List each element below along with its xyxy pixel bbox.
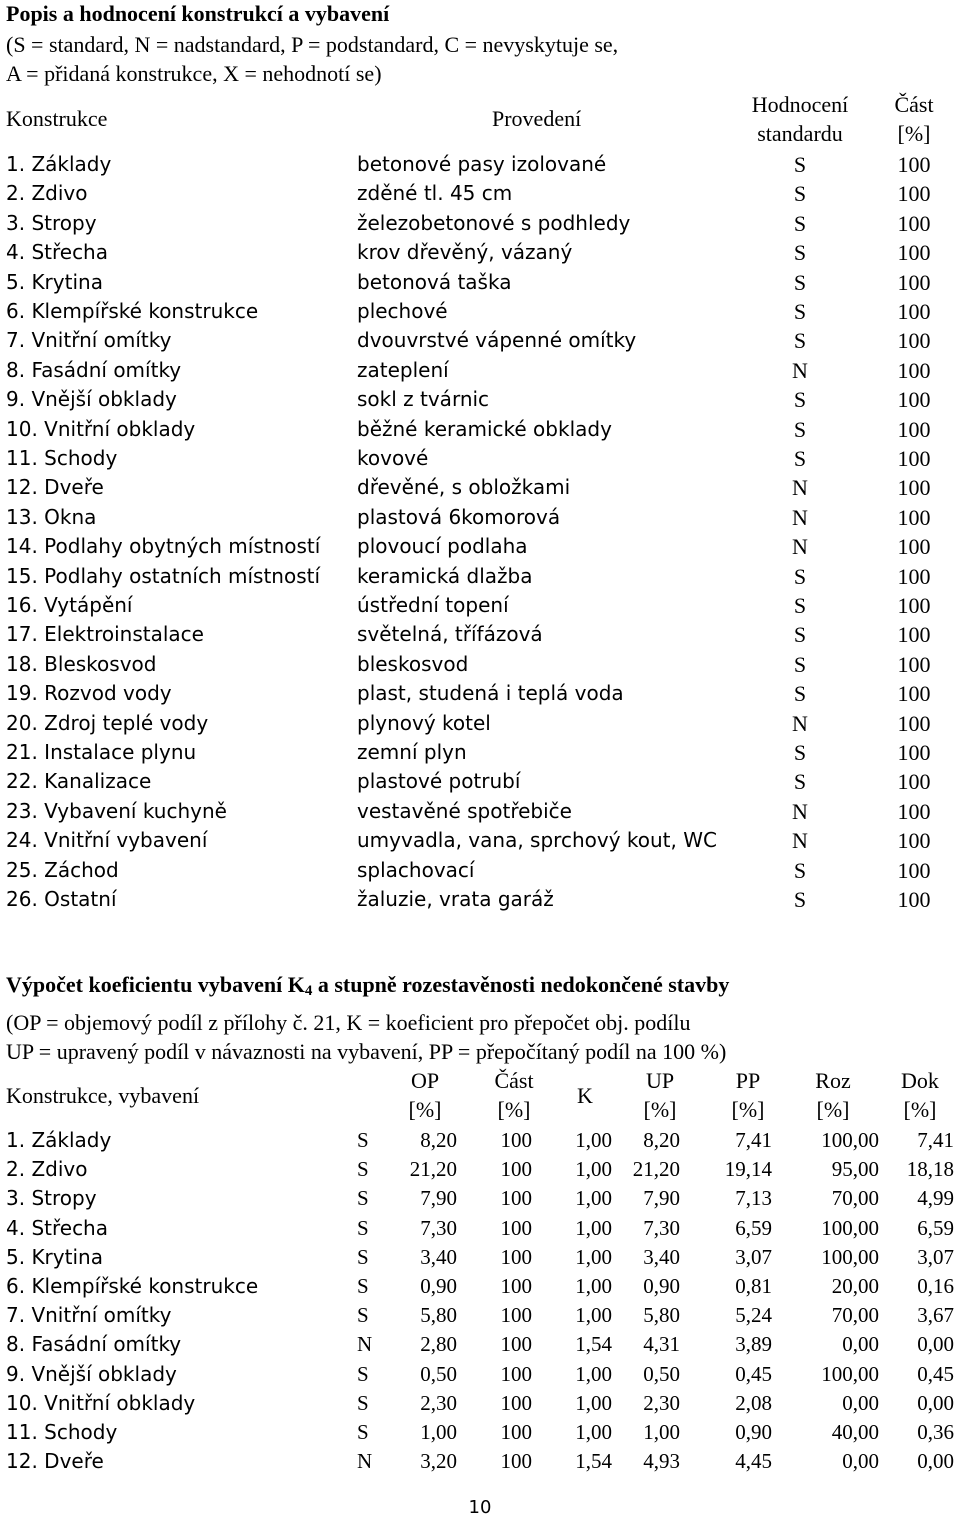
row-up: 7,90 [643, 1186, 680, 1211]
row-provedeni: dřevěné, s obložkami [357, 475, 571, 500]
row-roz: 100,00 [821, 1215, 879, 1240]
t2-header-op-2: [%] [408, 1097, 442, 1122]
row-k: 1,54 [575, 1332, 612, 1357]
row-roz: 40,00 [831, 1420, 879, 1444]
row-dok: 6,59 [917, 1215, 954, 1240]
row-dok: 3,67 [917, 1303, 954, 1328]
row-dok: 0,45 [917, 1361, 954, 1386]
table-row [0, 179, 960, 208]
row-k: 1,00 [575, 1128, 612, 1152]
row-op: 3,40 [420, 1244, 457, 1269]
row-provedeni: plechové [357, 299, 448, 323]
row-k: 1,00 [575, 1361, 612, 1386]
row-konstrukce: 12. Dveře [6, 475, 104, 500]
row-cast: 100 [500, 1215, 532, 1240]
table-row [0, 415, 960, 444]
table-row [0, 356, 960, 385]
row-konstrukce: 15. Podlahy ostatních místností [6, 563, 321, 588]
row-provedeni: zděné tl. 45 cm [357, 181, 513, 206]
row-cast: 100 [897, 387, 931, 413]
row-up: 4,93 [643, 1449, 680, 1474]
row-provedeni: ústřední topení [357, 593, 509, 617]
row-pp: 4,45 [735, 1449, 772, 1474]
t1-header-provedeni: Provedení [492, 106, 582, 131]
page-number: 10 [468, 1497, 492, 1518]
section1-legend-line1: (S = standard, N = nadstandard, P = podstandard, C = nevyskytuje se, [6, 32, 619, 57]
section1-legend-line2: A = přidaná konstrukce, X = nehodnotí se) [6, 61, 382, 86]
table-row [0, 1184, 960, 1213]
row-roz: 0,00 [842, 1449, 879, 1474]
row-up: 1,00 [643, 1420, 680, 1444]
row-op: 1,00 [420, 1420, 457, 1444]
row-dok: 0,16 [917, 1274, 954, 1298]
row-konstrukce: 2. Zdivo [6, 181, 88, 206]
row-konstrukce: 14. Podlahy obytných místností [6, 534, 321, 559]
row-hodnoceni: S [793, 887, 807, 912]
row-cast: 100 [897, 563, 931, 589]
row-cast: 100 [500, 1244, 532, 1269]
table-row [0, 385, 960, 414]
row-provedeni: kovové [357, 446, 429, 470]
row-dok: 3,07 [917, 1244, 954, 1269]
row-pp: 7,41 [735, 1128, 772, 1152]
row-op: 3,20 [420, 1449, 457, 1474]
table-row [0, 297, 960, 326]
row-roz: 100,00 [821, 1128, 879, 1152]
row-dok: 0,00 [917, 1449, 954, 1474]
row-cast: 100 [897, 181, 931, 207]
row-k: 1,00 [575, 1186, 612, 1211]
row-konstrukce: 1. Základy [6, 1128, 112, 1152]
row-cast: 100 [897, 798, 931, 824]
table-row [0, 1243, 960, 1272]
row-cast: 100 [897, 504, 931, 530]
row-hodnoceni: N [792, 798, 808, 824]
row-konstrukce: 18. Bleskosvod [6, 651, 157, 676]
row-provedeni: plastová 6komorová [357, 504, 561, 529]
row-cast: 100 [500, 1390, 532, 1415]
row-cast: 100 [897, 152, 931, 177]
row-cast: 100 [897, 446, 931, 471]
t2-header-up-1: UP [645, 1068, 675, 1093]
row-up: 4,31 [643, 1332, 680, 1357]
t1-header-hodnoceni-1: Hodnocení [751, 92, 849, 117]
row-k: 1,00 [575, 1215, 612, 1240]
row-up: 2,30 [643, 1390, 680, 1415]
table-row [0, 885, 960, 914]
row-konstrukce: 7. Vnitřní omítky [6, 328, 172, 353]
t2-header-pp-2: [%] [731, 1097, 765, 1122]
row-op: 7,90 [420, 1186, 457, 1211]
row-cast: 100 [500, 1332, 532, 1357]
row-konstrukce: 13. Okna [6, 504, 97, 529]
row-konstrukce: 26. Ostatní [6, 887, 117, 911]
row-provedeni: světelná, třífázová [357, 622, 543, 647]
row-up: 21,20 [632, 1157, 680, 1182]
table-row [0, 503, 960, 532]
row-hodnoceni: S [793, 328, 807, 354]
section2-legend-line2: UP = upravený podíl v návaznosti na vybavení, PP = přepočítaný podíl na 100 %) [6, 1039, 727, 1064]
row-cast: 100 [897, 240, 931, 266]
row-provedeni: plovoucí podlaha [357, 534, 528, 559]
t1-header-hodnoceni-2: standardu [757, 121, 843, 146]
row-hodnoceni: S [793, 299, 807, 324]
row-roz: 70,00 [831, 1186, 879, 1211]
t1-header-cast-1: Část [894, 92, 934, 117]
row-provedeni: zemní plyn [357, 740, 467, 764]
row-op: 8,20 [420, 1128, 457, 1152]
row-up: 5,80 [643, 1303, 680, 1328]
row-konstrukce: 16. Vytápění [6, 593, 133, 617]
row-konstrukce: 8. Fasádní omítky [6, 1332, 182, 1357]
row-hodnoceni: S [793, 181, 807, 207]
row-pp: 0,90 [735, 1420, 772, 1444]
row-hodnoceni: S [357, 1157, 369, 1182]
table-row [0, 444, 960, 473]
row-hodnoceni: S [357, 1390, 369, 1415]
t2-header-roz-2: [%] [816, 1097, 850, 1122]
row-provedeni: žaluzie, vrata garáž [357, 887, 554, 911]
row-konstrukce: 8. Fasádní omítky [6, 357, 182, 382]
row-provedeni: vestavěné spotřebiče [357, 798, 572, 823]
row-dok: 7,41 [917, 1128, 954, 1152]
t1-header-cast-2: [%] [897, 121, 931, 146]
row-provedeni: betonové pasy izolované [357, 152, 607, 176]
row-provedeni: plast, studená i teplá voda [357, 681, 624, 706]
row-cast: 100 [897, 710, 931, 736]
row-up: 7,30 [643, 1215, 680, 1240]
row-op: 21,20 [409, 1157, 457, 1182]
row-cast: 100 [500, 1128, 532, 1152]
row-cast: 100 [897, 593, 931, 618]
row-cast: 100 [500, 1186, 532, 1211]
row-k: 1,00 [575, 1157, 612, 1182]
row-pp: 3,07 [735, 1244, 772, 1269]
row-hodnoceni: S [357, 1244, 369, 1269]
table-row [0, 562, 960, 591]
row-dok: 18,18 [906, 1157, 954, 1182]
row-k: 1,00 [575, 1303, 612, 1328]
row-konstrukce: 17. Elektroinstalace [6, 622, 204, 647]
row-hodnoceni: S [793, 740, 807, 765]
row-roz: 100,00 [821, 1244, 879, 1269]
row-konstrukce: 11. Schody [6, 446, 118, 470]
row-op: 2,80 [420, 1332, 457, 1357]
row-provedeni: betonová taška [357, 269, 512, 294]
row-hodnoceni: N [792, 710, 808, 736]
table-row [0, 1418, 960, 1447]
row-cast: 100 [500, 1274, 532, 1298]
row-hodnoceni: S [793, 593, 807, 618]
row-cast: 100 [897, 269, 931, 295]
row-hodnoceni: S [793, 563, 807, 589]
row-cast: 100 [897, 740, 931, 765]
row-k: 1,00 [575, 1274, 612, 1298]
row-up: 8,20 [643, 1128, 680, 1152]
row-konstrukce: 1. Základy [6, 152, 112, 176]
table-row [0, 738, 960, 767]
row-konstrukce: 4. Střecha [6, 240, 108, 265]
row-cast: 100 [500, 1303, 532, 1328]
row-hodnoceni: N [357, 1332, 373, 1357]
row-op: 7,30 [420, 1215, 457, 1240]
row-provedeni: umyvadla, vana, sprchový kout, WC [357, 828, 717, 853]
row-konstrukce: 12. Dveře [6, 1449, 104, 1474]
row-konstrukce: 3. Stropy [6, 210, 97, 235]
row-provedeni: keramická dlažba [357, 563, 533, 588]
row-konstrukce: 10. Vnitřní obklady [6, 416, 196, 441]
row-cast: 100 [897, 357, 931, 383]
table-row [0, 826, 960, 855]
table-row [0, 591, 960, 620]
row-hodnoceni: N [792, 828, 808, 854]
row-provedeni: plastové potrubí [357, 769, 521, 794]
row-hodnoceni: S [357, 1215, 369, 1240]
row-hodnoceni: S [793, 240, 807, 266]
row-konstrukce: 3. Stropy [6, 1186, 97, 1211]
row-hodnoceni: S [357, 1274, 369, 1298]
table-row [0, 1360, 960, 1389]
row-op: 0,90 [420, 1274, 457, 1298]
t2-header-dok-1: Dok [901, 1068, 939, 1093]
row-pp: 6,59 [735, 1215, 772, 1240]
row-cast: 100 [897, 534, 931, 560]
row-roz: 100,00 [821, 1361, 879, 1386]
t2-header-konstrukce: Konstrukce, vybavení [6, 1083, 200, 1108]
row-provedeni: bleskosvod [357, 651, 469, 676]
row-op: 2,30 [420, 1390, 457, 1415]
table-row [0, 1214, 960, 1243]
t2-header-cast-1: Část [494, 1068, 534, 1093]
table-row [0, 709, 960, 738]
t2-header-dok-2: [%] [903, 1097, 937, 1122]
row-dok: 0,36 [917, 1420, 954, 1444]
row-hodnoceni: S [793, 857, 807, 883]
row-hodnoceni: N [792, 534, 808, 560]
row-hodnoceni: S [793, 416, 807, 442]
row-cast: 100 [897, 328, 931, 354]
table-row [0, 767, 960, 796]
table-row [0, 238, 960, 267]
table-row [0, 1155, 960, 1184]
row-konstrukce: 24. Vnitřní vybavení [6, 828, 208, 853]
row-dok: 0,00 [917, 1332, 954, 1357]
row-konstrukce: 20. Zdroj teplé vody [6, 710, 209, 735]
table-row [0, 209, 960, 238]
row-hodnoceni: N [792, 357, 808, 383]
row-cast: 100 [897, 622, 931, 648]
table-row [0, 1272, 960, 1301]
row-hodnoceni: N [357, 1449, 373, 1474]
row-hodnoceni: S [793, 387, 807, 413]
row-konstrukce: 21. Instalace plynu [6, 740, 197, 764]
row-konstrukce: 11. Schody [6, 1420, 118, 1444]
row-konstrukce: 6. Klempířské konstrukce [6, 299, 259, 323]
row-provedeni: železobetonové s podhledy [357, 210, 631, 235]
row-konstrukce: 5. Krytina [6, 269, 103, 294]
row-cast: 100 [500, 1449, 532, 1474]
row-cast: 100 [897, 857, 931, 883]
t2-header-op-1: OP [410, 1068, 440, 1093]
row-hodnoceni: N [792, 475, 808, 501]
row-hodnoceni: S [793, 446, 807, 471]
row-hodnoceni: N [792, 504, 808, 530]
table-row [0, 1389, 960, 1418]
row-konstrukce: 7. Vnitřní omítky [6, 1303, 172, 1328]
row-hodnoceni: S [793, 769, 807, 795]
section2-title: Výpočet koeficientu vybavení K4 a stupně rozestavěnosti nedokončené stavby [6, 972, 730, 999]
table-row [0, 150, 960, 179]
row-provedeni: sokl z tvárnic [357, 387, 490, 412]
row-cast: 100 [897, 475, 931, 501]
row-konstrukce: 19. Rozvod vody [6, 681, 172, 706]
row-hodnoceni: S [793, 681, 807, 707]
row-hodnoceni: S [357, 1303, 369, 1328]
row-roz: 20,00 [831, 1274, 879, 1298]
row-provedeni: splachovací [357, 857, 475, 882]
row-cast: 100 [500, 1420, 532, 1444]
row-hodnoceni: S [793, 152, 807, 177]
row-pp: 19,14 [724, 1157, 772, 1182]
row-k: 1,00 [575, 1420, 612, 1444]
row-provedeni: krov dřevěný, vázaný [357, 240, 573, 265]
row-provedeni: zateplení [357, 357, 449, 382]
row-pp: 7,13 [735, 1186, 772, 1211]
row-konstrukce: 9. Vnější obklady [6, 1361, 177, 1386]
row-konstrukce: 9. Vnější obklady [6, 387, 177, 412]
t2-header-k: K [577, 1083, 593, 1108]
row-cast: 100 [500, 1157, 532, 1182]
row-cast: 100 [897, 828, 931, 854]
row-pp: 0,45 [735, 1361, 772, 1386]
row-k: 1,00 [575, 1390, 612, 1415]
table-row [0, 1330, 960, 1359]
section1-title: Popis a hodnocení konstrukcí a vybavení [6, 1, 390, 26]
row-konstrukce: 23. Vybavení kuchyně [6, 798, 227, 823]
row-pp: 3,89 [735, 1332, 772, 1357]
row-pp: 5,24 [735, 1303, 772, 1328]
table-row [0, 650, 960, 679]
t2-header-cast-2: [%] [497, 1097, 531, 1122]
row-hodnoceni: S [793, 210, 807, 236]
row-provedeni: dvouvrstvé vápenné omítky [357, 328, 637, 353]
row-op: 5,80 [420, 1303, 457, 1328]
table-row [0, 1447, 960, 1476]
row-provedeni: běžné keramické obklady [357, 416, 612, 441]
row-k: 1,00 [575, 1244, 612, 1269]
row-konstrukce: 2. Zdivo [6, 1157, 88, 1182]
table-row [0, 1301, 960, 1330]
row-roz: 95,00 [831, 1157, 879, 1182]
row-cast: 100 [897, 681, 931, 707]
row-konstrukce: 10. Vnitřní obklady [6, 1390, 196, 1415]
t2-header-roz-1: Roz [815, 1068, 851, 1093]
row-konstrukce: 6. Klempířské konstrukce [6, 1274, 259, 1298]
row-hodnoceni: S [357, 1128, 369, 1152]
row-konstrukce: 25. Záchod [6, 857, 119, 882]
row-hodnoceni: S [793, 622, 807, 648]
row-pp: 2,08 [735, 1390, 772, 1415]
table-row [0, 326, 960, 355]
row-cast: 100 [897, 416, 931, 442]
table-row [0, 620, 960, 649]
row-op: 0,50 [420, 1361, 457, 1386]
row-dok: 4,99 [917, 1186, 954, 1211]
table-row [0, 679, 960, 708]
row-roz: 0,00 [842, 1390, 879, 1415]
row-hodnoceni: S [357, 1186, 369, 1211]
table-row [0, 268, 960, 297]
row-roz: 70,00 [831, 1303, 879, 1328]
row-cast: 100 [897, 887, 931, 912]
row-hodnoceni: S [357, 1361, 369, 1386]
section2-legend-line1: (OP = objemový podíl z přílohy č. 21, K = koeficient pro přepočet obj. podílu [6, 1010, 691, 1035]
row-konstrukce: 4. Střecha [6, 1215, 108, 1240]
row-cast: 100 [897, 210, 931, 236]
row-up: 3,40 [643, 1244, 680, 1269]
table-row [0, 532, 960, 561]
row-hodnoceni: S [793, 651, 807, 677]
row-konstrukce: 22. Kanalizace [6, 769, 152, 794]
table-row [0, 1126, 960, 1155]
table-row [0, 856, 960, 885]
table-row [0, 797, 960, 826]
t2-header-up-2: [%] [643, 1097, 677, 1122]
t2-header-pp-1: PP [735, 1068, 761, 1093]
row-cast: 100 [897, 651, 931, 677]
row-pp: 0,81 [735, 1274, 772, 1298]
row-provedeni: plynový kotel [357, 710, 491, 735]
row-k: 1,54 [575, 1449, 612, 1474]
row-up: 0,50 [643, 1361, 680, 1386]
row-dok: 0,00 [917, 1390, 954, 1415]
row-hodnoceni: S [793, 269, 807, 295]
row-konstrukce: 5. Krytina [6, 1244, 103, 1269]
row-cast: 100 [500, 1361, 532, 1386]
row-up: 0,90 [643, 1274, 680, 1298]
row-cast: 100 [897, 299, 931, 324]
t1-header-konstrukce: Konstrukce [6, 106, 108, 131]
row-hodnoceni: S [357, 1420, 369, 1444]
table-row [0, 473, 960, 502]
row-roz: 0,00 [842, 1332, 879, 1357]
row-cast: 100 [897, 769, 931, 795]
